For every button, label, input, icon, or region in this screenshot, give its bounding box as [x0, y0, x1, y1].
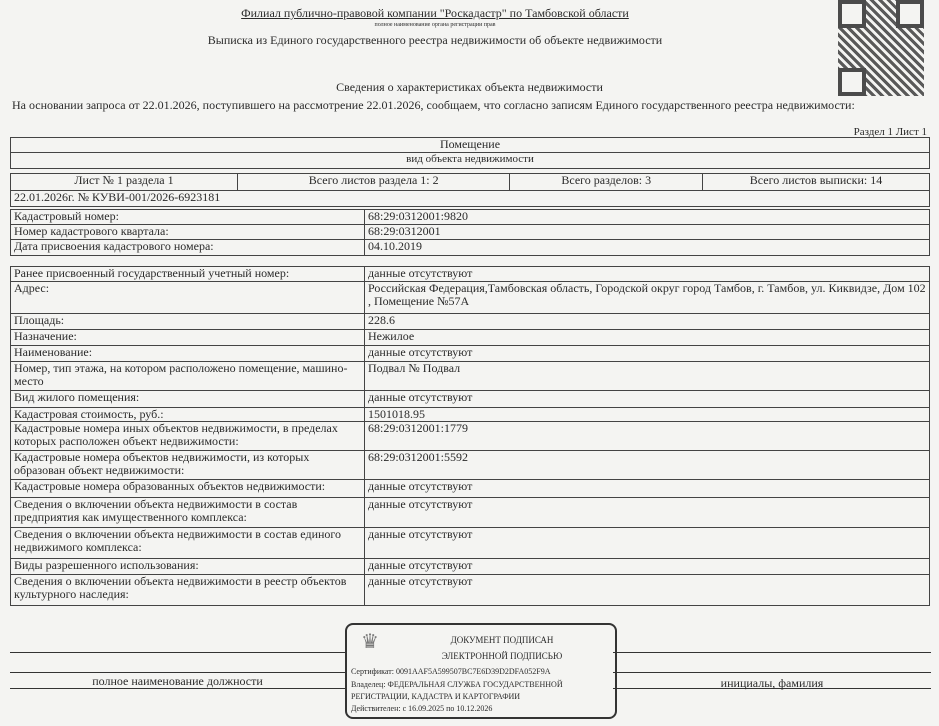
- stamp-validity: Действителен: с 16.09.2025 по 10.12.2026: [351, 704, 493, 713]
- org-name: Филиал публично-правовой компании "Роскадастр" по Тамбовской области: [241, 6, 629, 20]
- cadastral-table: [10, 209, 930, 256]
- section-ref: Раздел 1 Лист 1: [853, 126, 927, 138]
- table-row: [11, 330, 930, 346]
- row-label: Сведения о включении объекта недвижимости в реестр объектов культурного наследия:: [11, 575, 365, 606]
- row-value: 228.6: [365, 314, 930, 330]
- row-label: Наименование:: [11, 346, 365, 362]
- characteristics-table: [10, 266, 930, 606]
- row-label: Дата присвоения кадастрового номера:: [11, 240, 365, 256]
- row-value: Подвал № Подвал: [365, 362, 930, 391]
- doc-number: 22.01.2026г. № КУВИ-001/2026-6923181: [11, 191, 930, 207]
- table-row: [11, 362, 930, 391]
- table-row: [11, 282, 930, 314]
- row-label: Ранее присвоенный государственный учетный номер:: [11, 267, 365, 282]
- sheets-total: Всего листов выписки: 14: [703, 174, 930, 191]
- name-caption: инициалы, фамилия: [720, 676, 824, 690]
- table-row: [11, 480, 930, 498]
- table-row: [11, 528, 930, 559]
- sheet-table: [10, 173, 930, 207]
- row-label: Кадастровые номера объектов недвижимости, из которых образован объект недвижимости:: [11, 451, 365, 480]
- row-label: Назначение:: [11, 330, 365, 346]
- table-row: [11, 408, 930, 422]
- stamp-line-2: ЭЛЕКТРОННОЙ ПОДПИСЬЮ: [441, 651, 563, 661]
- table-row: [11, 575, 930, 606]
- row-label: Номер, тип этажа, на котором расположено помещение, машино-место: [11, 362, 365, 391]
- doc-title: Выписка из Единого государственного реестра недвижимости об объекте недвижимости: [207, 33, 663, 47]
- sections-total: Всего разделов: 3: [510, 174, 703, 191]
- row-value: данные отсутствуют: [365, 480, 930, 498]
- stamp-owner-2: РЕГИСТРАЦИИ, КАДАСТРА И КАРТОГРАФИИ: [351, 692, 521, 701]
- table-row: [11, 391, 930, 408]
- stamp-certificate: Сертификат: 0091AAF5A599507BC7E6D39D2DFA052F9A: [351, 667, 551, 676]
- table-row: [11, 225, 930, 240]
- table-row: [11, 559, 930, 575]
- row-value: данные отсутствуют: [365, 498, 930, 528]
- table-row: [11, 267, 930, 282]
- doc-subtitle: Сведения о характеристиках объекта недвижимости: [336, 80, 603, 94]
- row-value: 68:29:0312001:5592: [365, 451, 930, 480]
- row-value: 68:29:0312001: [365, 225, 930, 240]
- row-label: Площадь:: [11, 314, 365, 330]
- row-label: Адрес:: [11, 282, 365, 314]
- emblem-icon: ♛: [361, 631, 379, 653]
- table-row: [11, 346, 930, 362]
- object-type: Помещение: [11, 138, 930, 153]
- table-row: [11, 498, 930, 528]
- table-row: [11, 422, 930, 451]
- row-value: данные отсутствуют: [365, 528, 930, 559]
- row-value: Российская Федерация,Тамбовская область, Городской округ город Тамбов, г. Тамбов, ул. Киквидзе, Дом 102 , Помещение №57А: [365, 282, 930, 314]
- row-value: данные отсутствуют: [365, 391, 930, 408]
- object-type-caption: вид объекта недвижимости: [11, 153, 930, 169]
- sheets-in-section: Всего листов раздела 1: 2: [238, 174, 510, 191]
- row-value: 04.10.2019: [365, 240, 930, 256]
- row-value: 1501018.95: [365, 408, 930, 422]
- org-caption: полное наименование органа регистрации прав: [374, 22, 496, 28]
- electronic-signature-stamp: [345, 623, 617, 719]
- row-label: Кадастровые номера образованных объектов недвижимости:: [11, 480, 365, 498]
- table-row: [11, 314, 930, 330]
- row-label: Сведения о включении объекта недвижимости в состав предприятия как имущественного комплекса:: [11, 498, 365, 528]
- position-caption: полное наименование должности: [92, 674, 263, 688]
- row-label: Номер кадастрового квартала:: [11, 225, 365, 240]
- header-table: [10, 137, 930, 169]
- row-value: 68:29:0312001:9820: [365, 210, 930, 225]
- row-label: Сведения о включении объекта недвижимости в состав единого недвижимого комплекса:: [11, 528, 365, 559]
- row-value: данные отсутствуют: [365, 575, 930, 606]
- row-value: данные отсутствуют: [365, 267, 930, 282]
- row-label: Кадастровый номер:: [11, 210, 365, 225]
- table-row: [11, 451, 930, 480]
- table-row: [11, 240, 930, 256]
- table-row: [11, 210, 930, 225]
- stamp-owner: Владелец: ФЕДЕРАЛЬНАЯ СЛУЖБА ГОСУДАРСТВЕННОЙ: [351, 680, 563, 689]
- row-label: Кадастровая стоимость, руб.:: [11, 408, 365, 422]
- stamp-line-1: ДОКУМЕНТ ПОДПИСАН: [450, 635, 554, 645]
- row-label: Виды разрешенного использования:: [11, 559, 365, 575]
- row-value: 68:29:0312001:1779: [365, 422, 930, 451]
- row-label: Кадастровые номера иных объектов недвижимости, в пределах которых расположен объект недвижимости:: [11, 422, 365, 451]
- intro-text: На основании запроса от 22.01.2026, поступившего на рассмотрение 22.01.2026, сообщаем, что согласно записям Единого государственного реестра недвижимости:: [12, 98, 855, 112]
- row-value: данные отсутствуют: [365, 346, 930, 362]
- row-label: Вид жилого помещения:: [11, 391, 365, 408]
- sheet-number: Лист № 1 раздела 1: [11, 174, 238, 191]
- row-value: Нежилое: [365, 330, 930, 346]
- row-value: данные отсутствуют: [365, 559, 930, 575]
